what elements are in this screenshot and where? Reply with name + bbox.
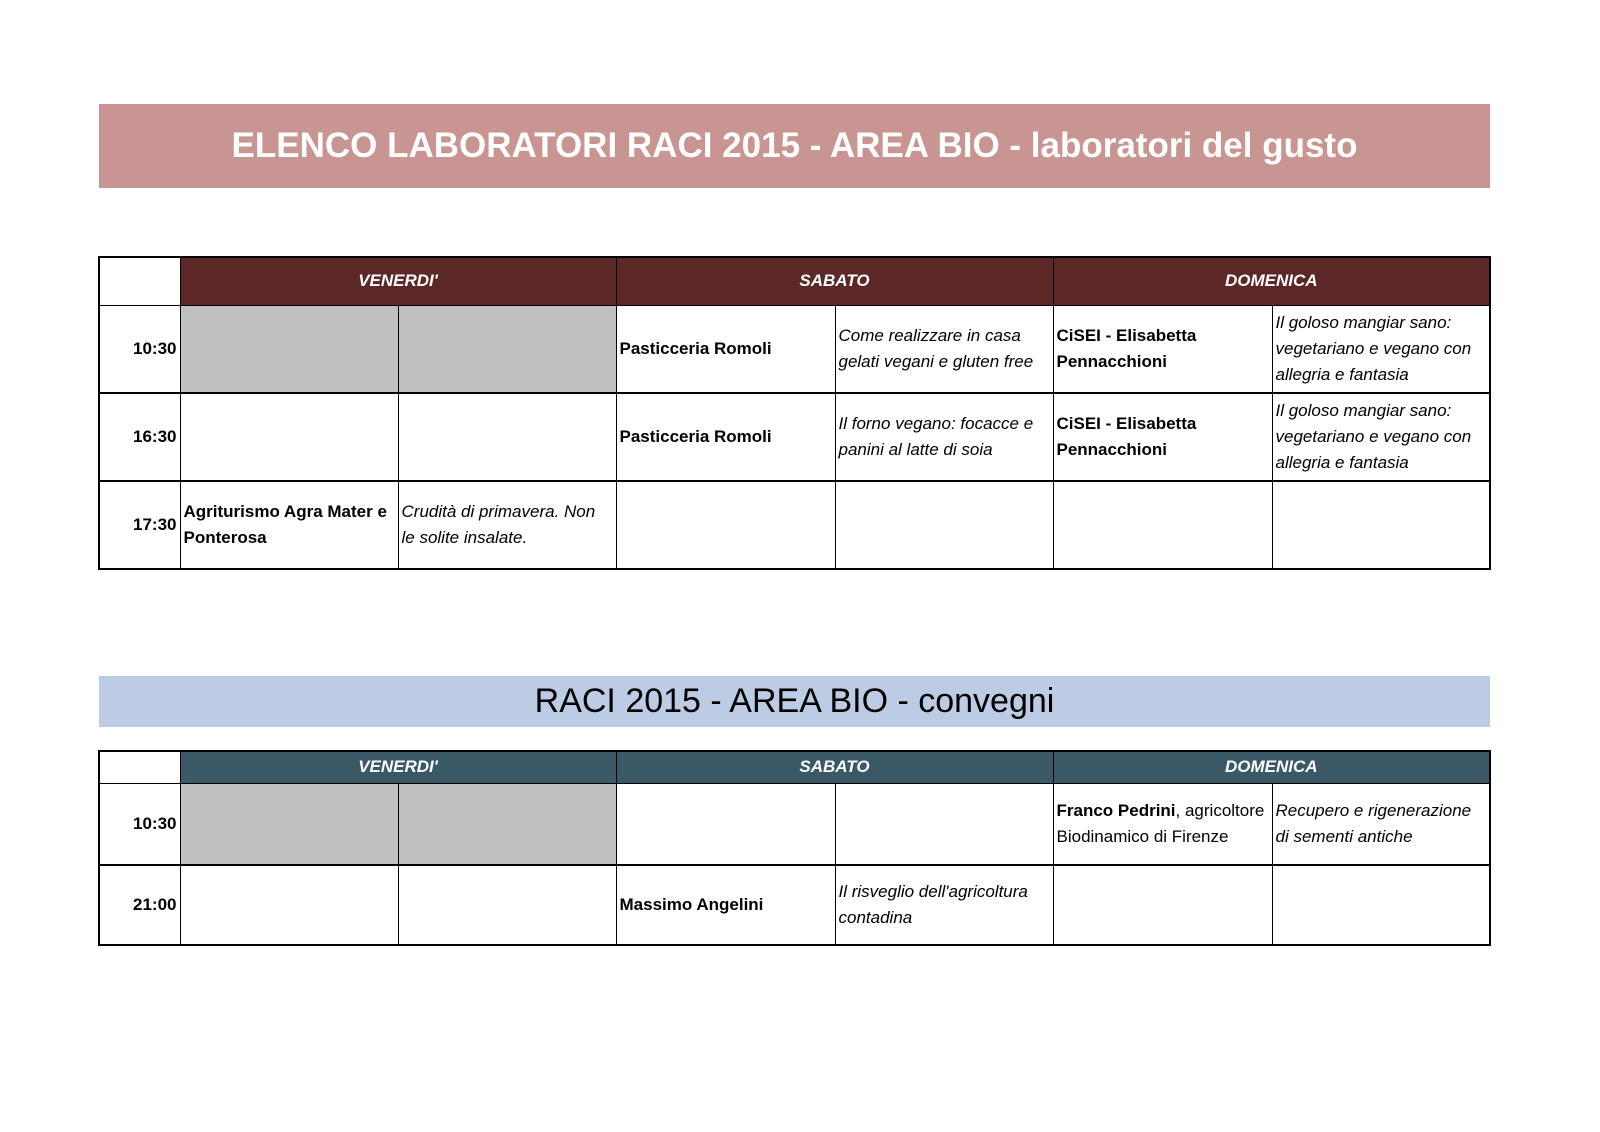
conferences-schedule-table: [98, 750, 1491, 946]
event-title-cell: Come realizzare in casa gelati vegani e gluten free: [835, 305, 1053, 393]
organizer-cell: Pasticceria Romoli: [616, 305, 835, 393]
event-title-cell: Il goloso mangiar sano: vegetariano e vegano con allegria e fantasia: [1272, 305, 1490, 393]
empty-cell: [835, 783, 1053, 865]
organizer-cell: [1053, 783, 1272, 865]
day-header-friday: VENERDI': [180, 257, 616, 305]
table-row: [99, 865, 1490, 945]
header-row: [99, 751, 1490, 783]
empty-cell: [180, 393, 398, 481]
empty-cell: [835, 481, 1053, 569]
corner-cell: [99, 257, 180, 305]
empty-cell: [1053, 865, 1272, 945]
unavailable-cell: [398, 305, 616, 393]
day-header-friday: VENERDI': [180, 751, 616, 783]
time-cell: 17:30: [99, 481, 180, 569]
day-header-saturday: SABATO: [616, 257, 1053, 305]
organizer-cell: CiSEI - Elisabetta Pennacchioni: [1053, 393, 1272, 481]
empty-cell: [1272, 865, 1490, 945]
unavailable-cell: [180, 783, 398, 865]
labs-title-banner: [99, 104, 1490, 188]
organizer-cell: Pasticceria Romoli: [616, 393, 835, 481]
header-row: [99, 257, 1490, 305]
conferences-title: RACI 2015 - AREA BIO - convegni: [534, 682, 1055, 720]
day-header-sunday: DOMENICA: [1053, 257, 1490, 305]
empty-cell: [1272, 481, 1490, 569]
empty-cell: [616, 481, 835, 569]
table-row: [99, 783, 1490, 865]
corner-cell: [99, 751, 180, 783]
empty-cell: [180, 865, 398, 945]
time-cell: 21:00: [99, 865, 180, 945]
unavailable-cell: [180, 305, 398, 393]
empty-cell: [616, 783, 835, 865]
organizer-cell: CiSEI - Elisabetta Pennacchioni: [1053, 305, 1272, 393]
event-title-cell: Il forno vegano: focacce e panini al latte di soia: [835, 393, 1053, 481]
organizer-description: , agricoltore Biodinamico di Firenze: [1056, 800, 1265, 846]
labs-schedule-table: [98, 256, 1491, 570]
time-cell: 10:30: [99, 305, 180, 393]
time-cell: 10:30: [99, 783, 180, 865]
empty-cell: [398, 865, 616, 945]
unavailable-cell: [398, 783, 616, 865]
day-header-sunday: DOMENICA: [1053, 751, 1490, 783]
table-row: [99, 393, 1490, 481]
event-title-cell: Crudità di primavera. Non le solite insalate.: [398, 481, 616, 569]
labs-title: ELENCO LABORATORI RACI 2015 - AREA BIO - laboratori del gusto: [231, 126, 1358, 165]
empty-cell: [1053, 481, 1272, 569]
organizer-name: Franco Pedrini: [1056, 800, 1176, 820]
time-cell: 16:30: [99, 393, 180, 481]
event-title-cell: Il goloso mangiar sano: vegetariano e vegano con allegria e fantasia: [1272, 393, 1490, 481]
organizer-cell: Agriturismo Agra Mater e Ponterosa: [180, 481, 398, 569]
table-row: [99, 305, 1490, 393]
day-header-saturday: SABATO: [616, 751, 1053, 783]
event-title-cell: Il risveglio dell'agricoltura contadina: [835, 865, 1053, 945]
event-title-cell: Recupero e rigenerazione di sementi antiche: [1272, 783, 1490, 865]
empty-cell: [398, 393, 616, 481]
organizer-cell: Massimo Angelini: [616, 865, 835, 945]
conferences-title-banner: [99, 676, 1490, 727]
table-row: [99, 481, 1490, 569]
